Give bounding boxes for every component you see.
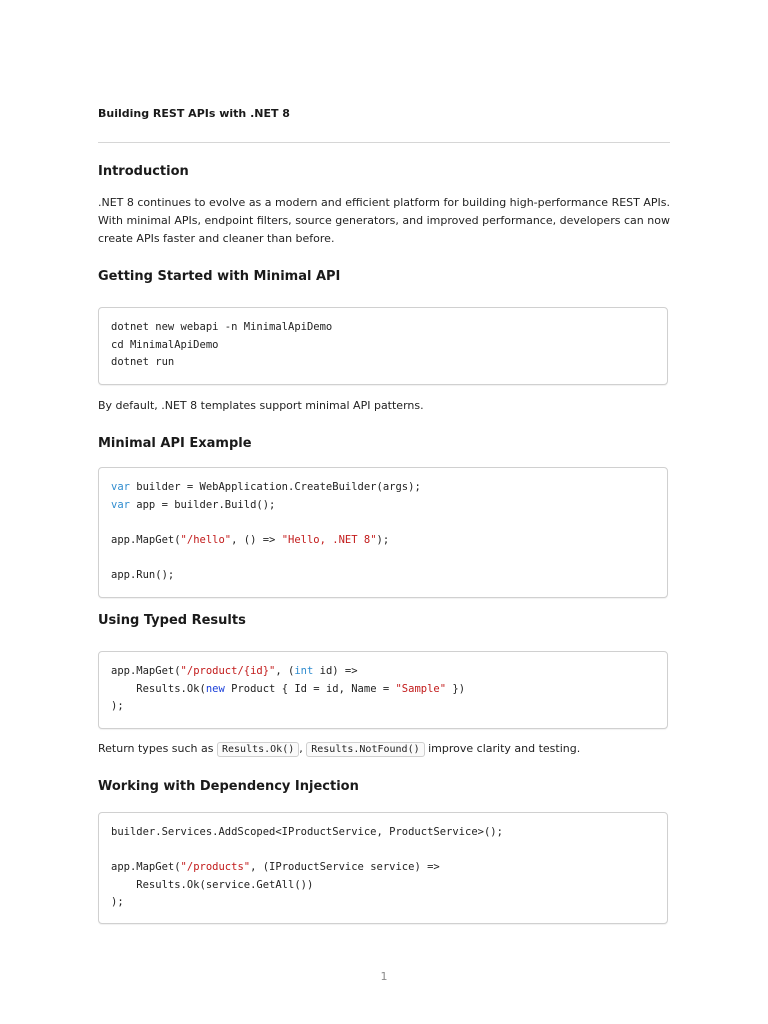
code-blank-line (111, 514, 655, 532)
code-text: app.MapGet( (111, 861, 181, 873)
code-block-typed-results (98, 651, 668, 729)
document-title: Building REST APIs with .NET 8 (98, 107, 290, 120)
code-text: app.MapGet( (111, 665, 181, 677)
section-typed-results (98, 612, 670, 630)
section-getting-started (98, 268, 670, 286)
code-line (111, 479, 655, 497)
code-string: "Sample" (395, 682, 447, 695)
code-block-cli (98, 307, 668, 385)
code-line (111, 497, 655, 515)
note-text: improve clarity and testing. (424, 742, 581, 755)
getting-started-note (98, 397, 670, 415)
typed-results-note-text (98, 740, 670, 759)
code-text: }) (446, 682, 466, 695)
section-heading-dependency-injection: Working with Dependency Injection (98, 779, 359, 794)
section-heading-typed-results: Using Typed Results (98, 613, 246, 628)
code-line (111, 859, 655, 877)
section-heading-introduction: Introduction (98, 164, 189, 179)
code-string: "/product/{id}" (180, 665, 276, 677)
note-text: Return types such as (98, 742, 217, 755)
code-keyword: int (294, 665, 314, 677)
code-line: ); (111, 896, 124, 908)
code-text: builder = WebApplication.CreateBuilder(args); (129, 481, 421, 493)
code-text: ); (376, 533, 390, 546)
code-line (111, 663, 655, 681)
introduction-paragraph: .NET 8 continues to evolve as a modern and efficient platform for building high-performance REST APIs. With minimal APIs, endpoint filters, source generators, and improved performance, developers can now create APIs faster and cleaner than before. (98, 196, 670, 245)
code-text: Results.Ok( (111, 682, 206, 695)
code-keyword: var (111, 498, 130, 511)
code-text: app.MapGet( (111, 533, 181, 546)
code-line: cd MinimalApiDemo (111, 338, 219, 351)
inline-code-results-ok: Results.Ok() (217, 742, 299, 757)
code-text: Product { Id = id, Name = (224, 682, 396, 695)
code-text: , ( (275, 665, 295, 677)
code-line (111, 532, 655, 550)
code-line: app.Run(); (111, 568, 175, 581)
code-text: , (IProductService service) => (250, 861, 440, 873)
section-introduction (98, 163, 670, 248)
getting-started-note-text: By default, .NET 8 templates support minimal API patterns. (98, 399, 424, 412)
code-line (111, 681, 655, 699)
code-keyword: var (111, 481, 130, 493)
code-line: builder.Services.AddScoped<IProductService, ProductService>(); (111, 826, 503, 838)
page-number: 1 (380, 970, 388, 983)
section-minimal-api-example (98, 435, 670, 453)
code-block-minimal-api (98, 467, 668, 598)
code-string: "/products" (180, 861, 251, 873)
code-text: app = builder.Build(); (129, 498, 276, 511)
code-line: ); (111, 700, 124, 712)
code-line: dotnet new webapi -n MinimalApiDemo (111, 321, 333, 333)
code-line: Results.Ok(service.GetAll()) (111, 878, 314, 891)
code-blank-line (111, 842, 655, 860)
inline-code-results-notfound: Results.NotFound() (306, 742, 424, 757)
code-blank-line (111, 549, 655, 567)
code-string: "Hello, .NET 8" (281, 533, 377, 546)
code-keyword: new (205, 682, 225, 695)
title-divider (98, 142, 670, 143)
note-separator: , (299, 742, 303, 755)
code-string: "/hello" (180, 533, 232, 546)
section-heading-minimal-api-example: Minimal API Example (98, 436, 252, 451)
code-line: dotnet run (111, 356, 175, 368)
code-text: , () => (231, 533, 282, 546)
typed-results-note (98, 740, 670, 759)
code-text: id) => (313, 665, 358, 677)
section-heading-getting-started: Getting Started with Minimal API (98, 269, 341, 284)
code-block-dependency-injection (98, 812, 668, 924)
section-dependency-injection (98, 778, 670, 796)
